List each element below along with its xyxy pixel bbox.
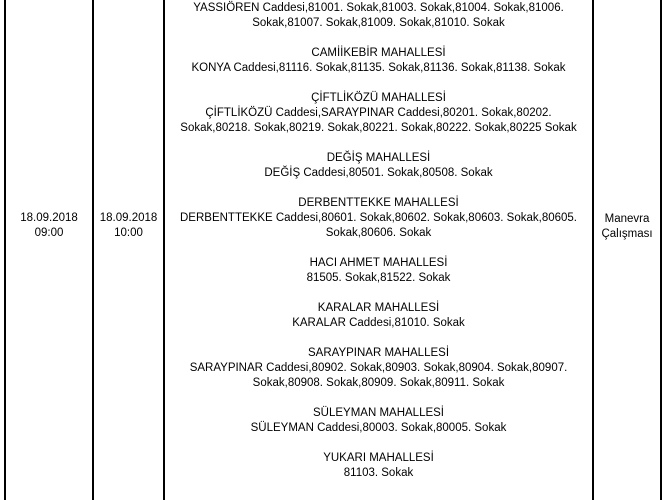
section-gap — [169, 136, 588, 151]
start-time: 09:00 — [34, 227, 64, 239]
street-list: SÜLEYMAN Caddesi,80003. Sokak,80005. Sokak — [250, 422, 507, 434]
neighborhood-heading: DERBENTTEKKE MAHALLESİ — [298, 197, 459, 209]
section-gap — [169, 331, 588, 346]
street-list: 81103. Sokak — [343, 467, 414, 479]
outage-table — [4, 0, 662, 500]
section-gap — [169, 76, 588, 91]
street-list: KONYA Caddesi,81116. Sokak,81135. Sokak,81136. Sokak,81138. Sokak — [191, 62, 566, 74]
neighborhood-heading: DEĞİŞ MAHALLESİ — [326, 152, 431, 164]
street-list: KARALAR Caddesi,81010. Sokak — [292, 317, 465, 329]
start-datetime-cell — [4, 0, 92, 500]
reason-cell — [592, 0, 662, 500]
section-gap — [169, 436, 588, 451]
affected-areas-cell — [163, 0, 592, 500]
street-list: ÇİFTLİKÖZÜ Caddesi,SARAYPINAR Caddesi,80201. Sokak,80202. Sokak,80218. Sokak,80219. Sokak,80221. Sokak,80222. Sokak,80225 Sokak — [180, 107, 577, 134]
end-datetime-cell — [92, 0, 163, 500]
section-gap — [169, 286, 588, 301]
outage-reason: Manevra Çalışması — [601, 213, 653, 240]
street-list: YASSIÖREN Caddesi,81001. Sokak,81003. Sokak,81004. Sokak,81006. Sokak,81007. Sokak,81009. Sokak,81010. Sokak — [193, 2, 564, 29]
neighborhood-heading: HACI AHMET MAHALLESİ — [309, 257, 448, 269]
section-gap — [169, 31, 588, 46]
street-list: SARAYPINAR Caddesi,80902. Sokak,80903. Sokak,80904. Sokak,80907. Sokak,80908. Sokak,80909. Sokak,80911. Sokak — [189, 362, 568, 389]
street-list: DEĞİŞ Caddesi,80501. Sokak,80508. Sokak — [264, 167, 493, 179]
neighborhood-heading: SÜLEYMAN MAHALLESİ — [312, 407, 444, 419]
neighborhood-heading: YUKARI MAHALLESİ — [323, 452, 434, 464]
street-list: 81505. Sokak,81522. Sokak — [306, 272, 451, 284]
section-gap — [169, 241, 588, 256]
section-gap — [169, 181, 588, 196]
start-date: 18.09.2018 — [20, 212, 78, 224]
neighborhood-heading: CAMİİKEBİR MAHALLESİ — [311, 47, 446, 59]
neighborhood-heading: KARALAR MAHALLESİ — [317, 302, 440, 314]
neighborhood-heading: ÇİFTLİKÖZÜ MAHALLESİ — [311, 92, 446, 104]
end-time: 10:00 — [114, 227, 143, 239]
section-gap — [169, 391, 588, 406]
street-list: DERBENTTEKKE Caddesi,80601. Sokak,80602. Sokak,80603. Sokak,80605. Sokak,80606. Sokak — [180, 212, 577, 239]
end-date: 18.09.2018 — [99, 212, 158, 224]
affected-areas-list — [169, 1, 588, 481]
neighborhood-heading: SARAYPINAR MAHALLESİ — [307, 347, 450, 359]
